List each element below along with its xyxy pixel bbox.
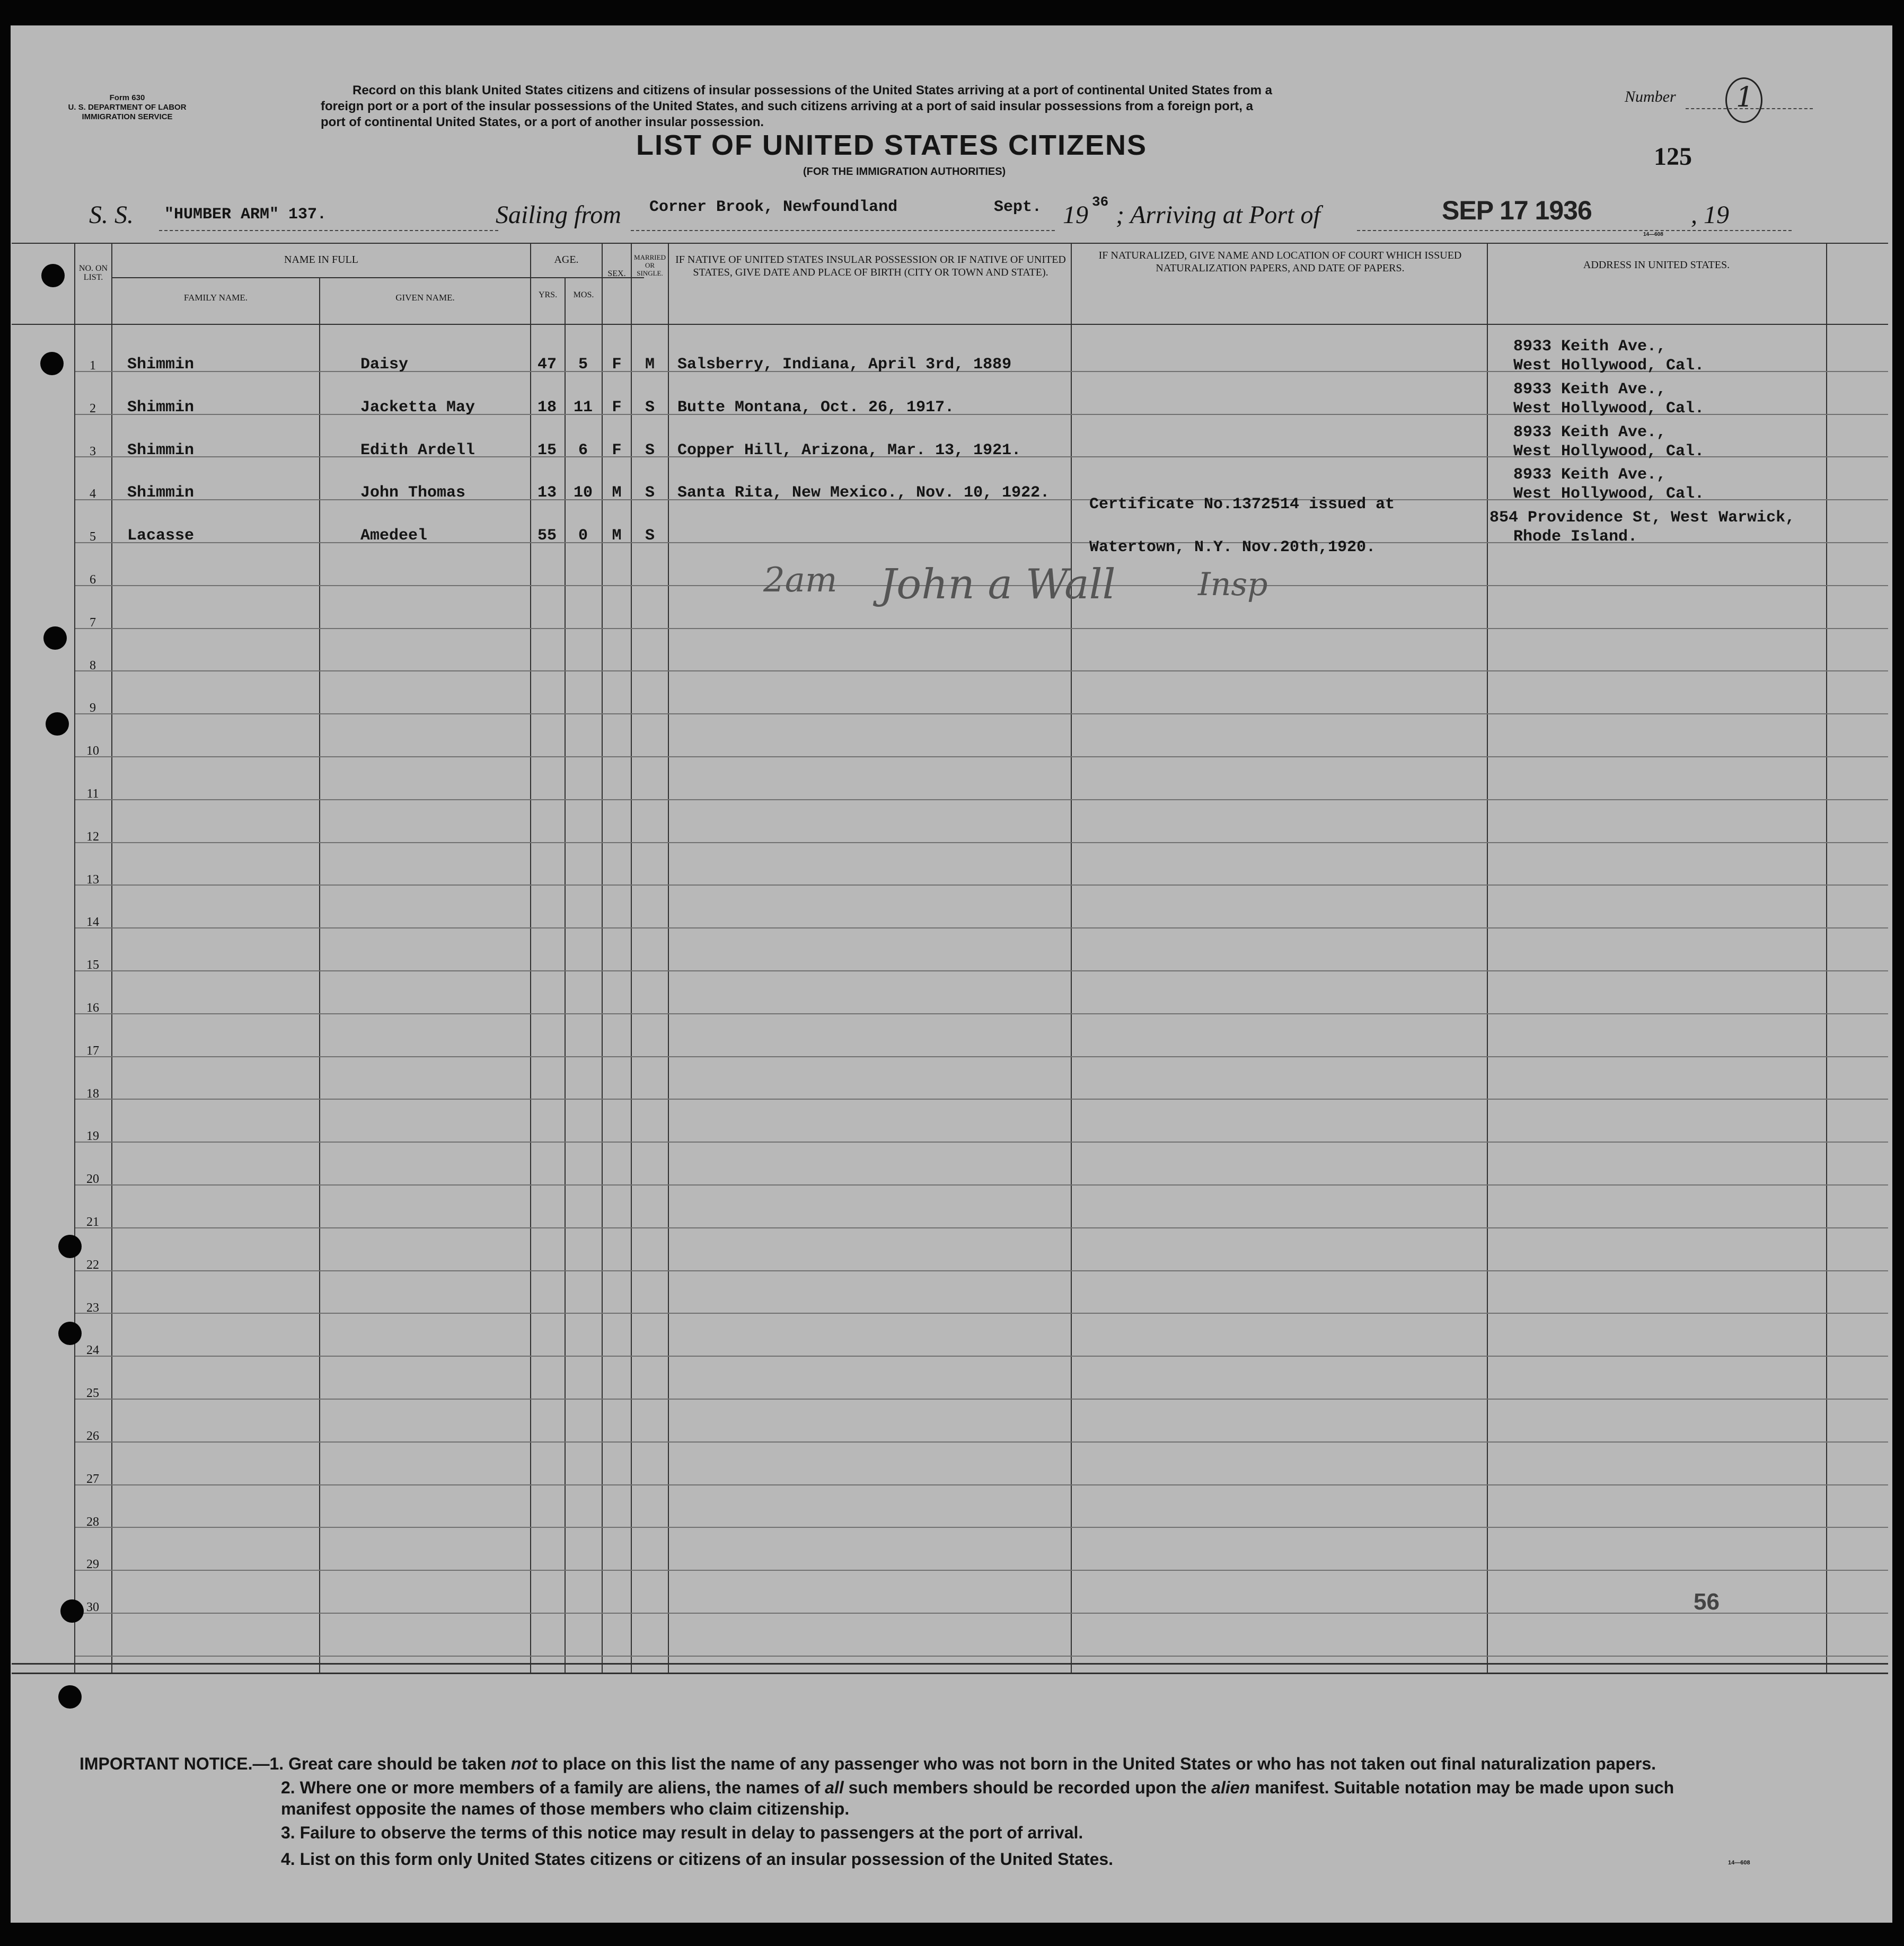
row-number: 29 — [86, 1558, 99, 1572]
year-label: , 19 — [1691, 201, 1729, 229]
cell-yrs: 47 — [537, 356, 557, 374]
cell-given: Daisy — [360, 356, 409, 374]
row-number: 21 — [86, 1215, 99, 1229]
col-age: AGE. — [554, 254, 579, 266]
row-number: 26 — [86, 1429, 99, 1443]
punch-hole — [43, 626, 67, 650]
cell-family: Shimmin — [127, 356, 195, 374]
page-number: 125 — [1654, 143, 1692, 171]
service: IMMIGRATION SERVICE — [82, 112, 173, 121]
notice-item3-num: 3. — [281, 1823, 295, 1842]
row-line — [75, 1142, 1888, 1143]
form-number: Form 630 — [109, 93, 145, 102]
sailing-label: Sailing from — [496, 201, 621, 229]
row-line — [75, 970, 1888, 971]
row-line — [75, 1099, 1888, 1100]
arrival-stamp: SEP 17 1936 — [1442, 196, 1592, 225]
cell-given: Edith Ardell — [360, 441, 475, 459]
year-prefix: 19 — [1063, 201, 1088, 229]
row-line — [75, 1484, 1888, 1485]
notice-item4-num: 4. — [281, 1850, 295, 1869]
notice-item2-b: such members should be recorded upon the — [843, 1778, 1212, 1797]
row-number: 24 — [86, 1343, 99, 1358]
row-number: 25 — [86, 1386, 99, 1401]
handwritten-signature: John a Wall — [880, 561, 1116, 608]
punch-hole — [41, 264, 65, 287]
row-line — [75, 1441, 1888, 1443]
punch-hole — [58, 1685, 82, 1709]
punch-hole — [58, 1322, 82, 1345]
cell-yrs: 15 — [537, 441, 557, 459]
cell-naturalized: Certificate No.1372514 issued at — [1089, 496, 1395, 514]
row-line — [75, 842, 1888, 843]
row-number: 13 — [86, 872, 99, 887]
cell-birth: Santa Rita, New Mexico., Nov. 10, 1922. — [677, 484, 1050, 502]
punch-hole — [40, 352, 64, 375]
notice-item1-a: Great care should be taken — [288, 1754, 511, 1773]
col-address: ADDRESS IN UNITED STATES. — [1583, 259, 1730, 271]
cell-address-line2: Rhode Island. — [1513, 528, 1638, 546]
punch-hole — [58, 1235, 82, 1258]
cell-birth: Copper Hill, Arizona, Mar. 13, 1921. — [677, 441, 1021, 459]
row-line — [75, 628, 1888, 629]
notice-item2-num: 2. — [281, 1778, 295, 1797]
punch-hole — [46, 712, 69, 736]
row-number: 22 — [86, 1258, 99, 1272]
cell-mos: 6 — [578, 441, 588, 459]
row-line — [75, 799, 1888, 800]
cell-sex: F — [612, 356, 622, 374]
row-line — [75, 1570, 1888, 1571]
cell-family: Shimmin — [127, 441, 195, 459]
cell-ms: S — [645, 484, 655, 502]
cell-sex: F — [612, 398, 622, 417]
cell-address-line2: West Hollywood, Cal. — [1513, 357, 1705, 375]
row-number: 6 — [90, 573, 96, 587]
cell-yrs: 13 — [537, 484, 557, 502]
cell-address-line1: 8933 Keith Ave., — [1513, 466, 1667, 484]
cell-mos: 0 — [578, 527, 588, 545]
row-number: 1 — [90, 359, 96, 373]
notice-item2-all: all — [825, 1778, 844, 1797]
cell-ms: S — [645, 398, 655, 417]
notice-heading: IMPORTANT NOTICE.—1. — [80, 1754, 284, 1773]
manifest-sheet — [11, 25, 1892, 1923]
row-number: 7 — [90, 615, 96, 630]
row-number: 23 — [86, 1301, 99, 1315]
notice-item-3 — [80, 1819, 1871, 1846]
col-yrs: YRS. — [538, 290, 558, 299]
number-label: Number — [1625, 88, 1676, 105]
row-line — [75, 713, 1888, 714]
sailing-month: Sept. — [994, 198, 1042, 216]
cell-address-line1: 8933 Keith Ave., — [1513, 423, 1667, 441]
row-number: 28 — [86, 1515, 99, 1529]
notice-item-1 — [80, 1750, 1871, 1777]
instructions-line-2: foreign port or a port of the insular possessions of the United States, and such citizens arriving at a port of said insular possessions from a foreign port, a — [321, 99, 1253, 113]
row-line — [75, 1013, 1888, 1014]
row-line — [75, 1613, 1888, 1614]
handwritten-title: Insp — [1198, 566, 1268, 603]
row-number: 27 — [86, 1472, 99, 1486]
row-number: 5 — [90, 530, 96, 544]
instructions-line-3: port of continental United States, or a port of another insular possession. — [321, 115, 764, 129]
row-number: 10 — [86, 744, 99, 758]
cell-address-line2: West Hollywood, Cal. — [1513, 485, 1705, 503]
ship-name: "HUMBER ARM" 137. — [164, 206, 327, 224]
page-title: LIST OF UNITED STATES CITIZENS — [636, 129, 1147, 161]
notice-item1-b: to place on this list the name of any passenger who was not born in the United States or who has not taken out final naturalization papers. — [537, 1754, 1656, 1773]
margin-note: 56 — [1694, 1589, 1720, 1615]
col-mos: MOS. — [573, 290, 594, 299]
number-value: 1 — [1736, 82, 1754, 113]
cell-mos: 10 — [573, 484, 593, 502]
instructions — [321, 83, 1556, 130]
cell-family: Shimmin — [127, 398, 195, 417]
notice-item2-c: manifest. Suitable notation may be made upon such — [1250, 1778, 1674, 1797]
row-number: 19 — [86, 1129, 99, 1144]
sailing-from: Corner Brook, Newfoundland — [649, 198, 898, 216]
row-number: 17 — [86, 1043, 99, 1058]
row-number: 12 — [86, 829, 99, 844]
cell-birth: Salsberry, Indiana, April 3rd, 1889 — [677, 356, 1012, 374]
cell-family: Shimmin — [127, 484, 195, 502]
cell-given: John Thomas — [360, 484, 466, 502]
row-line — [75, 1656, 1888, 1657]
printer-note: 14—608 — [1643, 232, 1663, 237]
cell-ms: S — [645, 527, 655, 545]
cell-family: Lacasse — [127, 527, 195, 545]
row-number: 15 — [86, 958, 99, 972]
department: U. S. DEPARTMENT OF LABOR — [68, 103, 187, 112]
cell-ms: M — [645, 356, 655, 374]
col-given-name: GIVEN NAME. — [395, 293, 455, 303]
row-line — [75, 1056, 1888, 1057]
row-number: 20 — [86, 1172, 99, 1187]
col-naturalized: IF NATURALIZED, GIVE NAME AND LOCATION OF COURT WHICH ISSUED NATURALIZATION PAPERS, AND DATE OF PAPERS. — [1098, 250, 1462, 274]
row-line — [75, 670, 1888, 671]
col-sex: SEX. — [607, 269, 626, 278]
col-no: NO. ON LIST. — [78, 264, 108, 282]
row-line — [75, 1270, 1888, 1271]
form-code: 14—608 — [1728, 1860, 1750, 1866]
cell-given: Amedeel — [360, 527, 428, 545]
cell-given: Jacketta May — [360, 398, 475, 417]
cell-naturalized: Watertown, N.Y. Nov.20th,1920. — [1089, 538, 1376, 557]
handwritten-grade: 2am — [763, 561, 838, 600]
cell-mos: 11 — [573, 398, 593, 417]
notice-item1-not: not — [510, 1754, 537, 1773]
year-suffix: 36 — [1092, 194, 1109, 210]
row-line — [75, 1184, 1888, 1186]
col-name-in-full: NAME IN FULL — [284, 254, 358, 266]
row-number: 2 — [90, 401, 96, 415]
ss-label: S. S. — [89, 201, 134, 229]
instructions-line-1: Record on this blank United States citizens and citizens of insular possessions of the United States arriving at a port of continental United States from a — [352, 83, 1272, 98]
cell-sex: F — [612, 441, 622, 459]
row-line — [75, 1527, 1888, 1528]
col-family-name: FAMILY NAME. — [183, 293, 248, 303]
row-line — [75, 756, 1888, 757]
page-subtitle: (FOR THE IMMIGRATION AUTHORITIES) — [803, 166, 1006, 178]
row-number: 14 — [86, 915, 99, 930]
cell-address-line2: West Hollywood, Cal. — [1513, 442, 1705, 461]
notice-item2-a: Where one or more members of a family are aliens, the names of — [299, 1778, 825, 1797]
row-number: 3 — [90, 444, 96, 458]
cell-yrs: 18 — [537, 398, 557, 417]
row-number: 4 — [90, 487, 96, 501]
arriving-label: ; Arriving at Port of — [1116, 201, 1320, 229]
col-birth: IF NATIVE OF UNITED STATES INSULAR POSSESSION OR IF NATIVE OF UNITED STATES, GIVE DATE AND PLACE OF BIRTH (CITY OR TOWN AND STATE). — [675, 254, 1066, 278]
row-line — [75, 1399, 1888, 1400]
row-line — [75, 884, 1888, 886]
cell-yrs: 55 — [537, 527, 557, 545]
row-number: 18 — [86, 1086, 99, 1101]
cell-sex: M — [612, 484, 622, 502]
row-number: 30 — [86, 1600, 99, 1615]
col-married: MARRIED OR SINGLE. — [634, 253, 666, 277]
notice-item3-text: Failure to observe the terms of this notice may result in delay to passengers at the port of arrival. — [299, 1823, 1083, 1842]
notice-item4-text: List on this form only United States citizens or citizens of an insular possession of the United States. — [299, 1850, 1114, 1869]
notice-item-2 — [80, 1777, 1871, 1819]
row-line — [75, 1227, 1888, 1228]
form-info — [53, 93, 201, 122]
notice-item-4 — [80, 1846, 1871, 1872]
cell-birth: Butte Montana, Oct. 26, 1917. — [677, 398, 955, 417]
row-number: 8 — [90, 658, 96, 673]
cell-address-line1: 854 Providence St, West Warwick, — [1489, 509, 1795, 527]
number-field — [1611, 83, 1813, 114]
cell-address-line2: West Hollywood, Cal. — [1513, 399, 1705, 418]
notice-item2-d: manifest opposite the names of those members who claim citizenship. — [281, 1799, 850, 1818]
row-line — [75, 1313, 1888, 1314]
row-line — [75, 927, 1888, 928]
row-number: 11 — [86, 787, 99, 801]
cell-address-line1: 8933 Keith Ave., — [1513, 338, 1667, 356]
cell-sex: M — [612, 527, 622, 545]
row-line — [75, 1356, 1888, 1357]
cell-ms: S — [645, 441, 655, 459]
cell-mos: 5 — [578, 356, 588, 374]
important-notice — [80, 1750, 1871, 1872]
row-number: 9 — [90, 701, 96, 715]
row-number: 16 — [86, 1001, 99, 1015]
cell-address-line1: 8933 Keith Ave., — [1513, 380, 1667, 399]
notice-item2-alien: alien — [1211, 1778, 1250, 1797]
punch-hole — [60, 1599, 84, 1623]
